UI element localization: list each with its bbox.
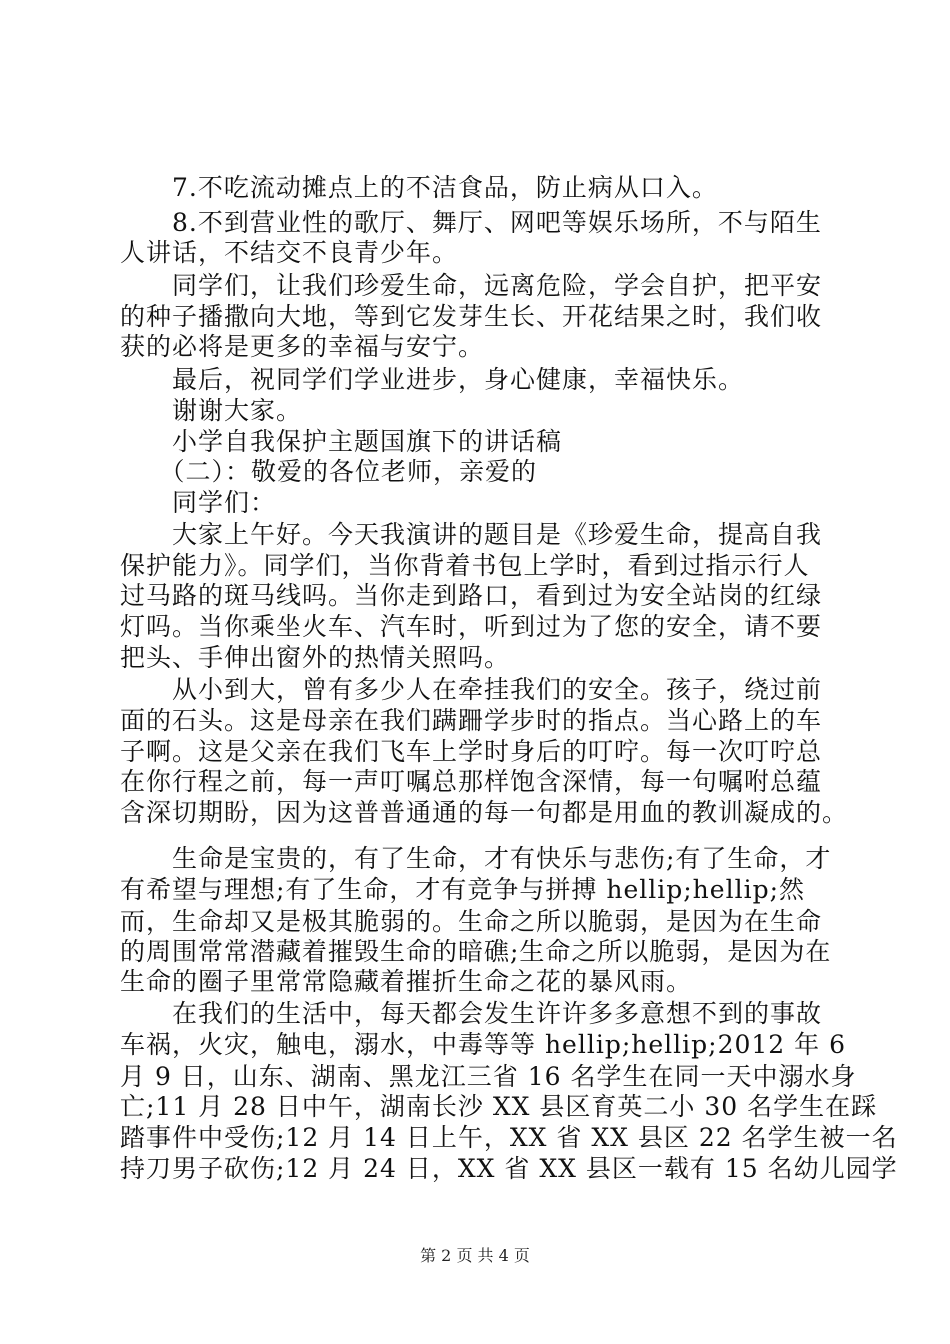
text-line: 同学们： <box>120 488 277 517</box>
text-line: 最后，祝同学们学业进步，身心健康，幸福快乐。 <box>120 365 745 394</box>
text-line: 从小到大，曾有多少人在牵挂我们的安全。孩子，绕过前 <box>120 675 823 704</box>
text-line: 的周围常常潜藏着摧毁生命的暗礁;生命之所以脆弱，是因为在 <box>120 937 832 966</box>
text-line: 在我们的生活中，每天都会发生许许多多意想不到的事故 <box>120 999 823 1028</box>
text-line: 子啊。这是父亲在我们飞车上学时身后的叮咛。每一次叮咛总 <box>120 737 823 766</box>
text-line: 同学们，让我们珍爱生命，远离危险，学会自护，把平安 <box>120 271 823 300</box>
page-footer: 第 2 页 共 4 页 <box>420 1246 530 1265</box>
text-line: 大家上午好。今天我演讲的题目是《珍爱生命，提高自我 <box>120 520 823 549</box>
text-line: 在你行程之前，每一声叮嘱总那样饱含深情，每一句嘱咐总蕴 <box>120 767 823 796</box>
text-line: 亡;11 月 28 日中午，湖南长沙 XX 县区育英二小 30 名学生在踩 <box>120 1092 878 1121</box>
text-line: 保护能力》。同学们，当你背着书包上学时，看到过指示行人 <box>120 551 810 580</box>
text-line: 生命的圈子里常常隐藏着摧折生命之花的暴风雨。 <box>120 967 693 996</box>
text-line: 踏事件中受伤;12 月 14 日上午，XX 省 XX 县区 22 名学生被一名 <box>120 1123 898 1152</box>
text-line: 月 9 日，山东、湖南、黑龙江三省 16 名学生在同一天中溺水身 <box>120 1062 857 1091</box>
text-line: 人讲话，不结交不良青少年。 <box>120 238 459 267</box>
text-line: 把头、手伸出窗外的热情关照吗。 <box>120 643 511 672</box>
text-line: 而，生命却又是极其脆弱的。生命之所以脆弱，是因为在生命 <box>120 907 823 936</box>
text-line: 生命是宝贵的，有了生命，才有快乐与悲伤;有了生命，才 <box>120 844 832 873</box>
text-line: 持刀男子砍伤;12 月 24 日，XX 省 XX 县区一载有 15 名幼儿园学 <box>120 1154 898 1183</box>
section-heading: （二）：敬爱的各位老师，亲爱的 <box>120 457 538 486</box>
section-heading: 小学自我保护主题国旗下的讲话稿 <box>120 427 563 456</box>
text-line: 过马路的斑马线吗。当你走到路口，看到过为安全站岗的红绿 <box>120 581 823 610</box>
text-line: 车祸，火灾，触电，溺水，中毒等等 hellip;hellip;2012 年 6 <box>120 1030 846 1059</box>
text-line: 8.不到营业性的歌厅、舞厅、网吧等娱乐场所，不与陌生 <box>120 208 822 237</box>
text-line: 含深切期盼，因为这普普通通的每一句都是用血的教训凝成的。 <box>120 798 849 827</box>
text-line: 有希望与理想;有了生命，才有竞争与拼搏 hellip;hellip;然 <box>120 875 805 904</box>
text-line: 谢谢大家。 <box>120 396 303 425</box>
text-line: 灯吗。当你乘坐火车、汽车时，听到过为了您的安全，请不要 <box>120 612 823 641</box>
text-line: 获的必将是更多的幸福与安宁。 <box>120 332 485 361</box>
text-line: 7.不吃流动摊点上的不洁食品，防止病从口入。 <box>120 173 718 202</box>
text-line: 的种子播撒向大地，等到它发芽生长、开花结果之时，我们收 <box>120 302 823 331</box>
text-line: 面的石头。这是母亲在我们蹒跚学步时的指点。当心路上的车 <box>120 706 823 735</box>
